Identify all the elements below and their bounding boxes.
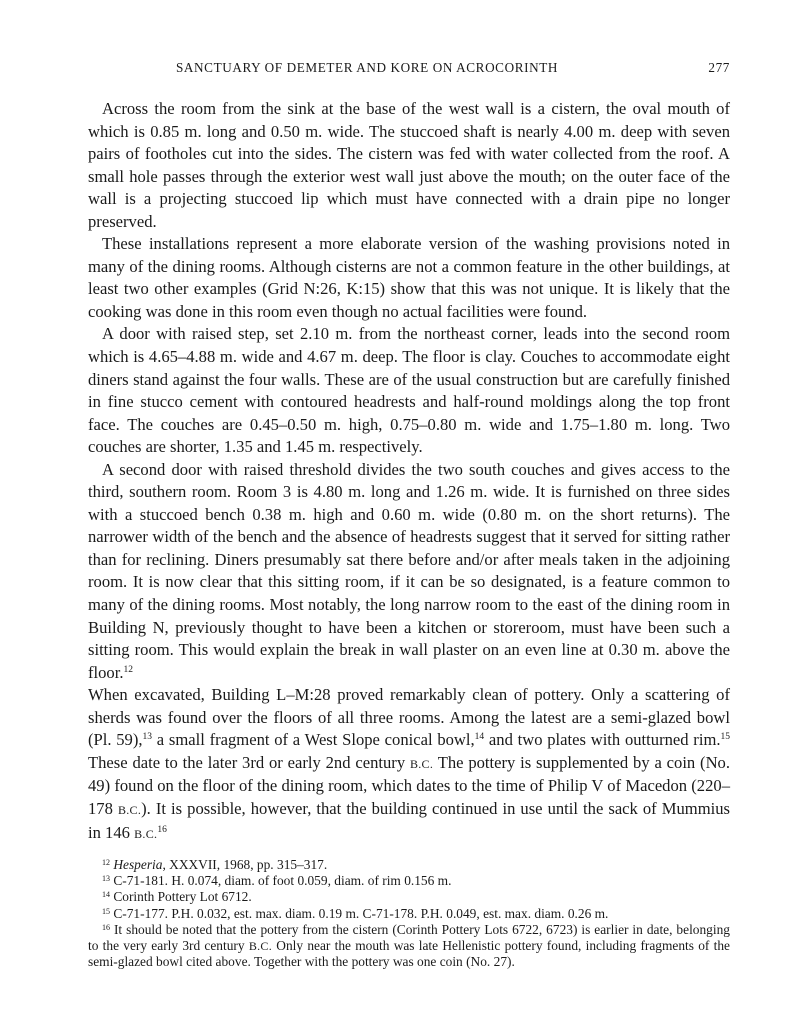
era-abbr: B.C.: [409, 756, 434, 771]
footnote-14: $^{14}$ Corinth Pottery Lot 6712.: [102, 889, 252, 905]
footnote-ref: 13: [142, 732, 153, 743]
paragraph-installations: These installations represent a more elaborate version of the washing provisions noted in many of the dining rooms. Although cisterns are not a common feature in the other buildings, at least two other examples (Grid N:26, K:15) show that this was not unique. It is likely that the cooking was done in this room even though no actual facilities were found.: [88, 234, 730, 321]
paragraph-third-room: [88, 459, 730, 684]
footnote-13: $^{13}$ C-71-181. H. 0.074, diam. of foot 0.059, diam. of rim 0.156 m.: [102, 873, 452, 889]
footnote-number: 12: [102, 858, 110, 868]
running-header: [88, 60, 730, 82]
footnotes: [88, 857, 730, 970]
footnote-ref: 12: [123, 664, 133, 675]
footnote-ref: 16: [157, 824, 167, 835]
body-text: [88, 98, 730, 845]
journal-title: Hesperia: [113, 857, 163, 873]
footnote-number: 13: [102, 874, 110, 884]
footnote-number: 15: [102, 906, 110, 916]
paragraph-pottery: When excavated, Building L–M:28 proved remarkably clean of pottery. Only a scattering of sherds was found over the floors of all three rooms. Among the latest are a semi-glazed bowl (Pl. 59),$^{13}$ a small fragment of a West Slope conical bowl,$^{14}$ and two plates with outturned rim.$^{15}$ These date to the later 3rd or early 2nd century B.C. The pottery is supplemented by a coin (No. 49) found on the floor of the dining room, which dates to the time of Philip V of Macedon (220–178 B.C.). It is possible, however, that the building continued in use until the sack of Mummius in 146 B.C.$^{16}$: [88, 685, 731, 842]
era-abbr: B.C.: [117, 802, 142, 817]
footnote-ref: 14: [474, 732, 485, 743]
footnote-12: $^{12}$ Hesperia, XXXVII, 1968, pp. 315–317.: [102, 857, 328, 873]
footnote-number: 16: [102, 922, 110, 932]
era-abbr: B.C.: [248, 939, 273, 954]
footnote-number: 14: [102, 890, 110, 900]
page: [88, 60, 730, 970]
paragraph-third-room-text: A second door with raised threshold divides the two south couches and gives access to the third, southern room. Room 3 is 4.80 m. long and 1.26 m. wide. It is furnished on three sides with a stuccoed bench 0.38 m. high and 0.60 m. wide (0.80 m. on the short returns). The narrower width of the bench and the absence of headrests suggest that it served for sitting rather than for reclining. Diners presumably sat there before and/or after meals taken in the adjoining room. It is now clear that this sitting room, if it can be so designated, is a feature common to many of the dining rooms. Most notably, the long narrow room to the east of the dining room in Building N, previously thought to have been a kitchen or storeroom, must have been such a sitting room. This would explain the break in wall plaster on an even line at 0.30 m. above the floor.: [88, 459, 730, 682]
running-title: SANCTUARY OF DEMETER AND KORE ON ACROCORINTH: [176, 60, 558, 75]
footnote-ref: 15: [720, 732, 730, 743]
footnote-16: $^{16}$ It should be noted that the pottery from the cistern (Corinth Pottery Lots 6722, 6723) is earlier in date, belonging to the very early 3rd century B.C. Only near the mouth was late Hellenistic pottery found, including fragments of the semi-glazed bowl cited above. Together with the pottery was one coin (No. 27).: [88, 921, 730, 970]
era-abbr: B.C.: [134, 826, 158, 841]
paragraph-cistern: Across the room from the sink at the base of the west wall is a cistern, the oval mouth of which is 0.85 m. long and 0.50 m. wide. The stuccoed shaft is nearly 4.00 m. deep with seven pairs of footholes cut into the sides. The cistern was fed with water collected from the roof. A small hole passes through the exterior west wall just above the mouth; on the outer face of the wall is a projecting stuccoed lip which must have connected with a drain pipe no longer preserved.: [88, 99, 730, 231]
paragraph-second-room: A door with raised step, set 2.10 m. from the northeast corner, leads into the second room which is 4.65–4.88 m. wide and 4.67 m. deep. The floor is clay. Couches to accommodate eight diners stand against the four walls. These are of the usual construction but are carefully finished in fine stucco cement with contoured headrests and half-round moldings along the top front face. The couches are 0.45–0.50 m. high, 0.75–0.80 m. wide and 1.75–1.80 m. long. Two couches are shorter, 1.35 and 1.45 m. respectively.: [88, 324, 730, 457]
footnote-15: $^{15}$ C-71-177. P.H. 0.032, est. max. diam. 0.19 m. C-71-178. P.H. 0.049, est. max. diam. 0.26 m.: [102, 905, 609, 921]
page-number: 277: [708, 60, 730, 75]
